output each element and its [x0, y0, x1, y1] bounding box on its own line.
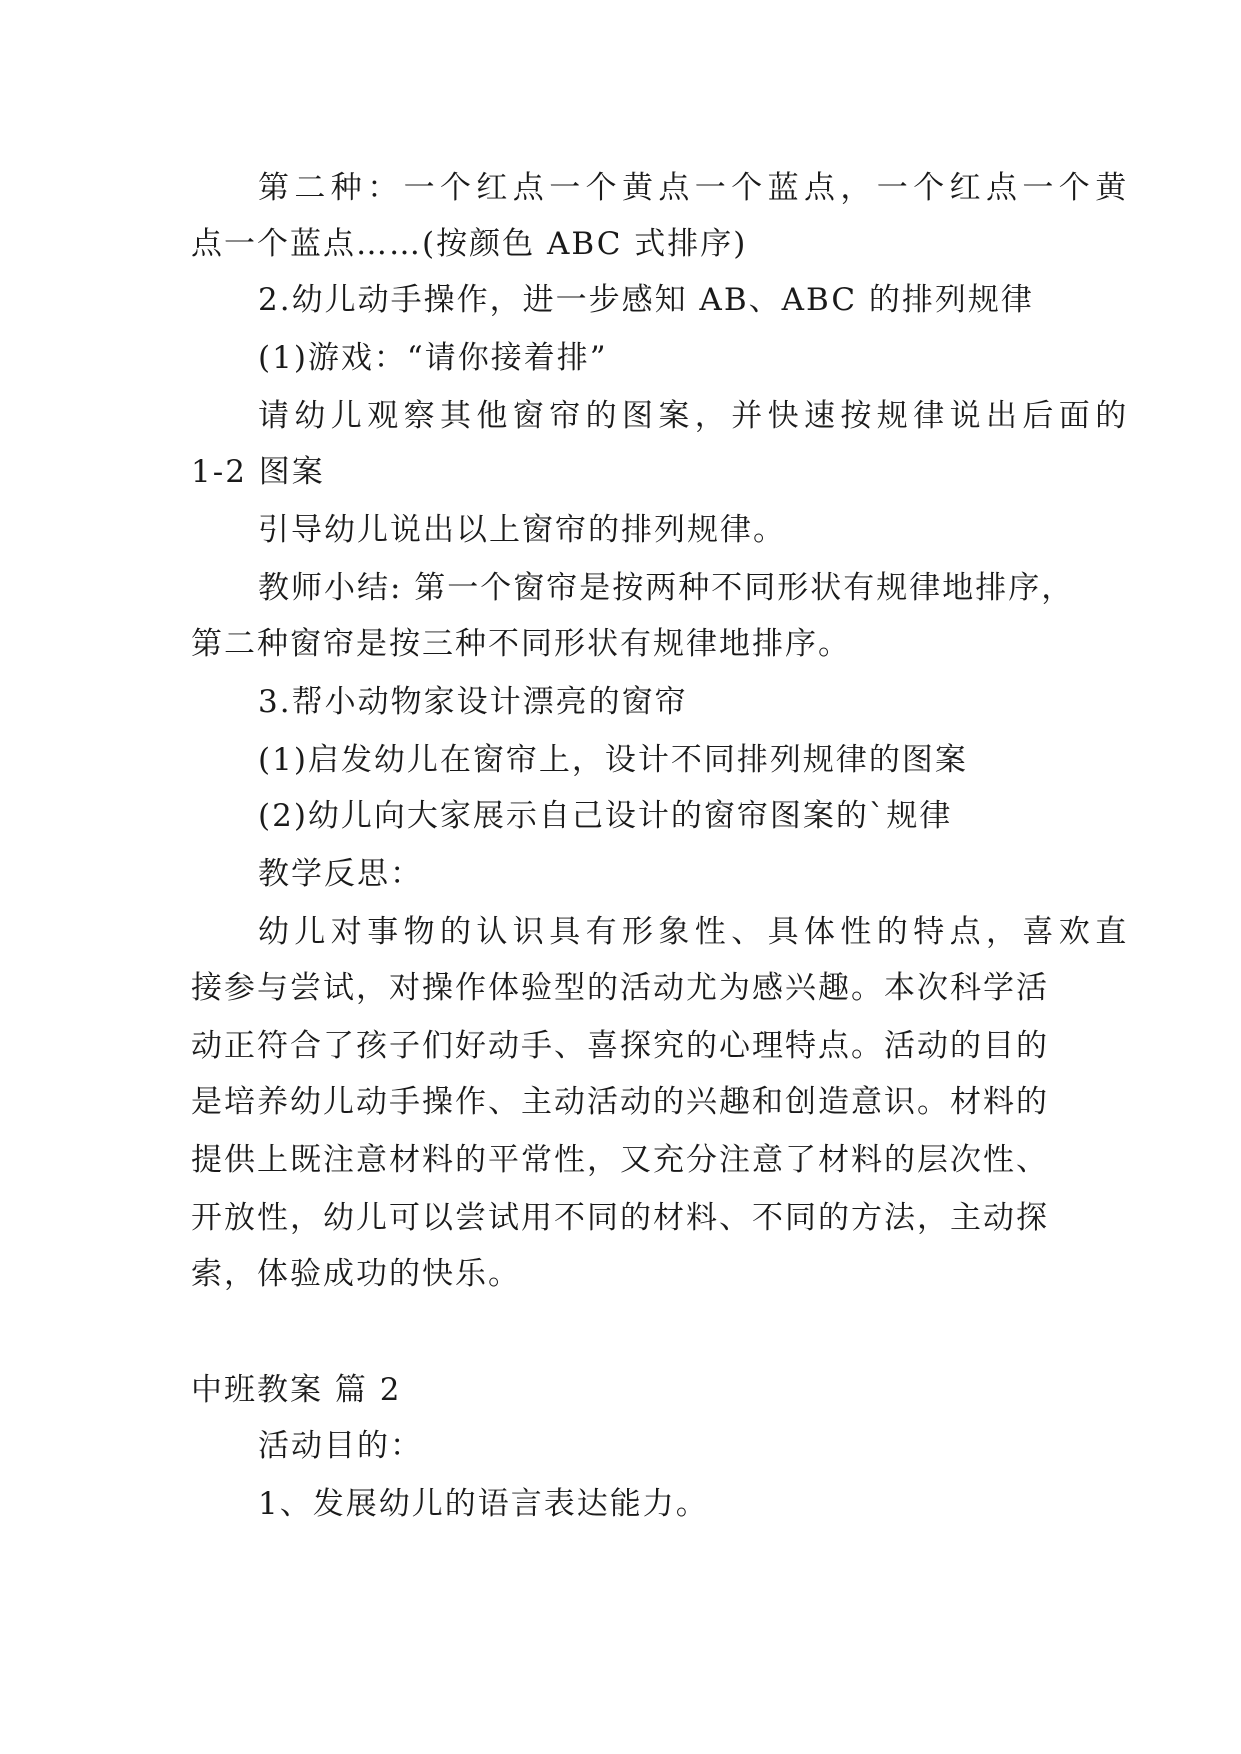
section-heading: 3.帮小动物家设计漂亮的窗帘 [258, 684, 688, 720]
paragraph-line: 开放性，幼儿可以尝试用不同的材料、不同的方法，主动探 [191, 1200, 1049, 1236]
paragraph-line: 幼儿对事物的认识具有形象性、具体性的特点，喜欢直 [258, 914, 1132, 950]
section-heading: 活动目的： [258, 1428, 423, 1464]
chapter-title: 中班教案 篇 2 [191, 1372, 402, 1408]
paragraph-line: 点一个蓝点……(按颜色 ABC 式排序) [191, 226, 748, 262]
paragraph-line: 引导幼儿说出以上窗帘的排列规律。 [258, 512, 786, 548]
list-item: (1)启发幼儿在窗帘上，设计不同排列规律的图案 [258, 742, 968, 778]
paragraph-line: 接参与尝试，对操作体验型的活动尤为感兴趣。本次科学活 [191, 970, 1049, 1006]
paragraph-line: 教师小结: 第一个窗帘是按两种不同形状有规律地排序， [258, 570, 1075, 606]
paragraph-line: 第二种窗帘是按三种不同形状有规律地排序。 [191, 626, 851, 662]
subsection-heading: (1)游戏：“请你接着排” [258, 340, 608, 376]
list-item: 1、发展幼儿的语言表达能力。 [258, 1486, 709, 1522]
paragraph-line: 动正符合了孩子们好动手、喜探究的心理特点。活动的目的 [191, 1028, 1049, 1064]
paragraph-line: 1-2 图案 [191, 454, 325, 490]
paragraph-line: 提供上既注意材料的平常性，又充分注意了材料的层次性、 [191, 1142, 1049, 1178]
paragraph-line: 是培养幼儿动手操作、主动活动的兴趣和创造意识。材料的 [191, 1084, 1049, 1120]
section-heading: 2.幼儿动手操作，进一步感知 AB、ABC 的排列规律 [258, 282, 1034, 318]
paragraph-line: 索，体验成功的快乐。 [191, 1256, 521, 1292]
paragraph-line: 请幼儿观察其他窗帘的图案，并快速按规律说出后面的 [258, 398, 1132, 434]
section-heading: 教学反思： [258, 856, 423, 892]
list-item: (2)幼儿向大家展示自己设计的窗帘图案的`规律 [258, 798, 953, 834]
paragraph-line: 第二种：一个红点一个黄点一个蓝点，一个红点一个黄 [258, 170, 1132, 206]
